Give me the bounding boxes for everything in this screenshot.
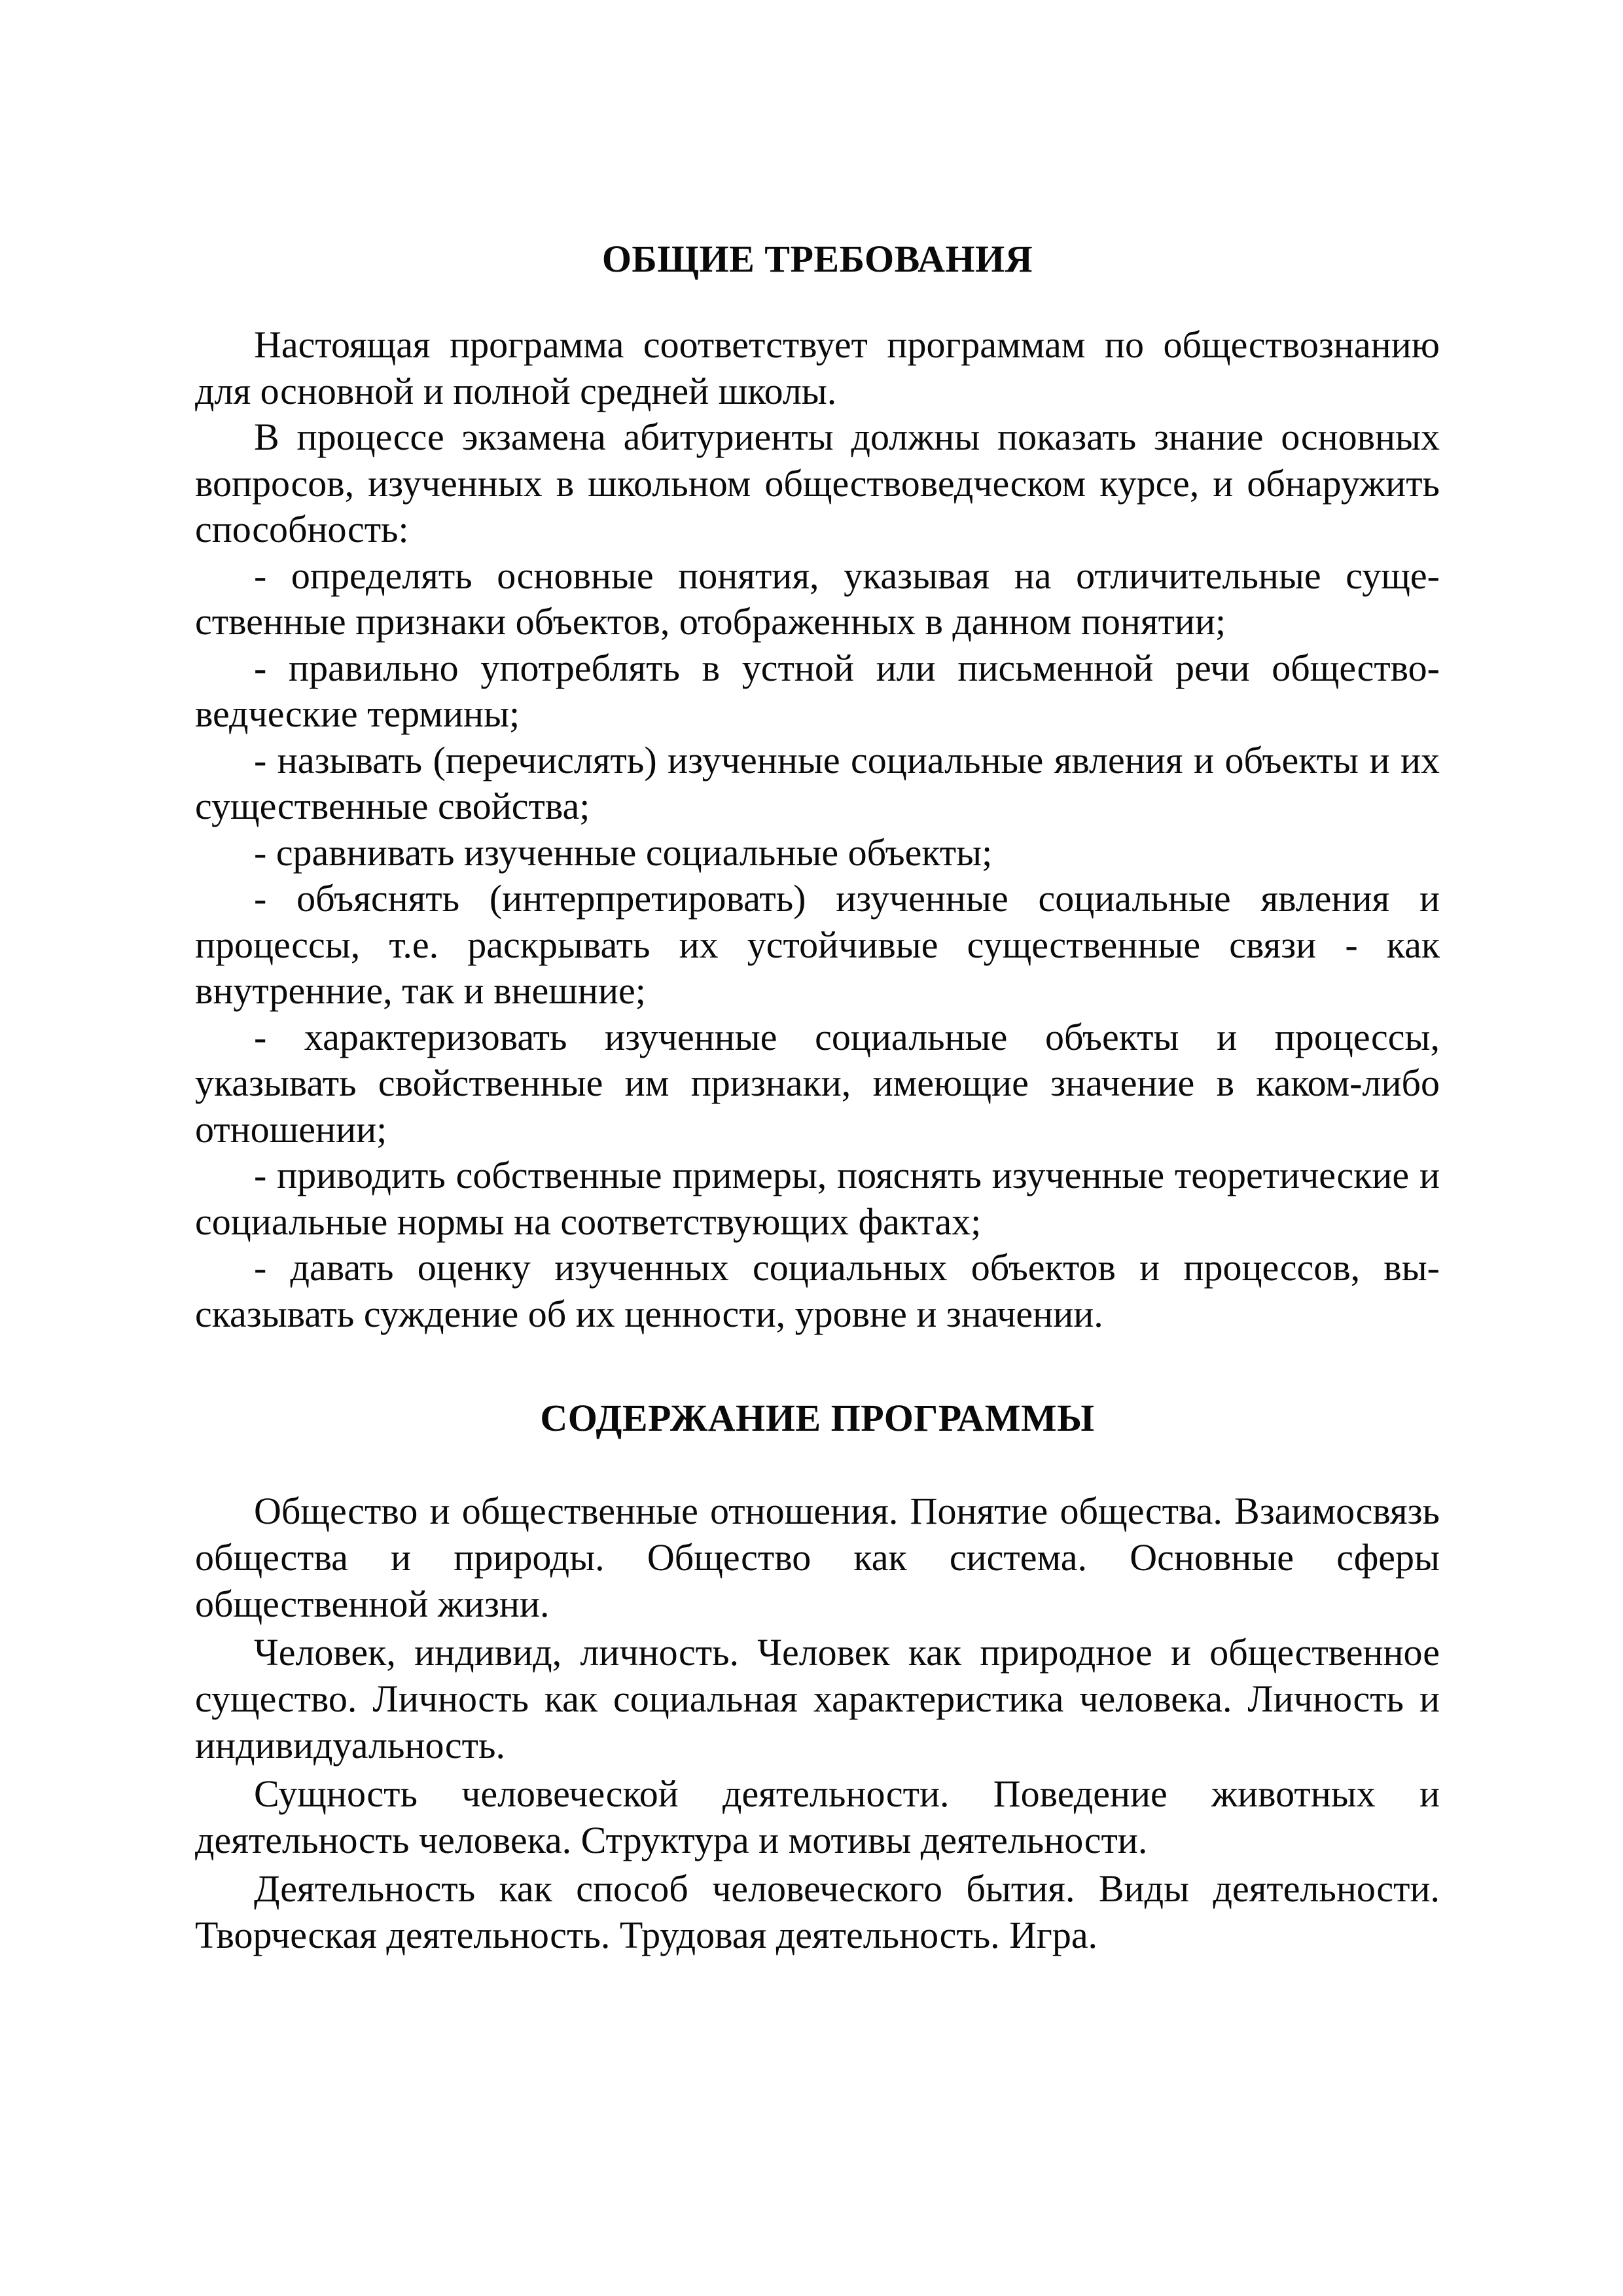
general-requirements-section: [195, 234, 1440, 1337]
requirements-paragraph: В процессе экзамена абитуриенты должны показать знание основных вопросов, изученных в школьном обществоведческом курсе, и обнаружить способность:: [195, 416, 1440, 550]
requirements-list-item: - приводить собственные примеры, пояснять изученные теоретические и социальные нормы на соответствующих фактах;: [195, 1154, 1440, 1243]
page-content: [195, 234, 1440, 1960]
program-content-heading: СОДЕРЖАНИЕ ПРОГРАММЫ: [540, 1397, 1095, 1439]
requirements-list-item: - давать оценку изученных социальных объектов и процессов, высказывать суждение об их ценности, уровне и значении.: [195, 1246, 1440, 1335]
requirements-list-item: - определять основные понятия, указывая на отличительные существенные признаки объектов, отображенных в данном понятии;: [195, 554, 1440, 643]
general-requirements-heading: ОБЩИЕ ТРЕБОВАНИЯ: [601, 238, 1033, 280]
content-paragraph: Деятельность как способ человеческого бытия. Виды деятельности. Творческая деятельность. Трудовая деятельность. Игра.: [195, 1867, 1440, 1956]
content-paragraph: Общество и общественные отношения. Понятие общества. Взаимосвязь общества и природы. Общество как система. Основные сферы общественной жизни.: [195, 1490, 1440, 1625]
requirements-list-item: - объяснять (интерпретировать) изученные социальные явления и процессы, т.е. раскрывать их устойчивые существенные связи - как внутренние, так и внешние;: [195, 877, 1440, 1012]
requirements-list-item: - сравнивать изученные социальные объекты;: [254, 831, 993, 874]
requirements-paragraph: Настоящая программа соответствует программам по обществознанию для основной и полной средней школы.: [195, 323, 1440, 412]
requirements-list-item: - правильно употреблять в устной или письменной речи обществоведческие термины;: [195, 646, 1440, 735]
requirements-list-item: - называть (перечислять) изученные социальные явления и объекты и их существенные свойства;: [195, 738, 1440, 827]
content-paragraph: Сущность человеческой деятельности. Поведение животных и деятельность человека. Структура и мотивы деятельности.: [195, 1772, 1440, 1861]
program-content-section: [195, 1393, 1440, 1958]
content-paragraph: Человек, индивид, личность. Человек как природное и общественное существо. Личность как социальная характеристика человека. Личность и индивидуальность.: [195, 1631, 1440, 1767]
requirements-list-item: - характеризовать изученные социальные объекты и процессы, указывать свойственные им признаки, имеющие значение в каком-либо отношении;: [195, 1015, 1440, 1151]
